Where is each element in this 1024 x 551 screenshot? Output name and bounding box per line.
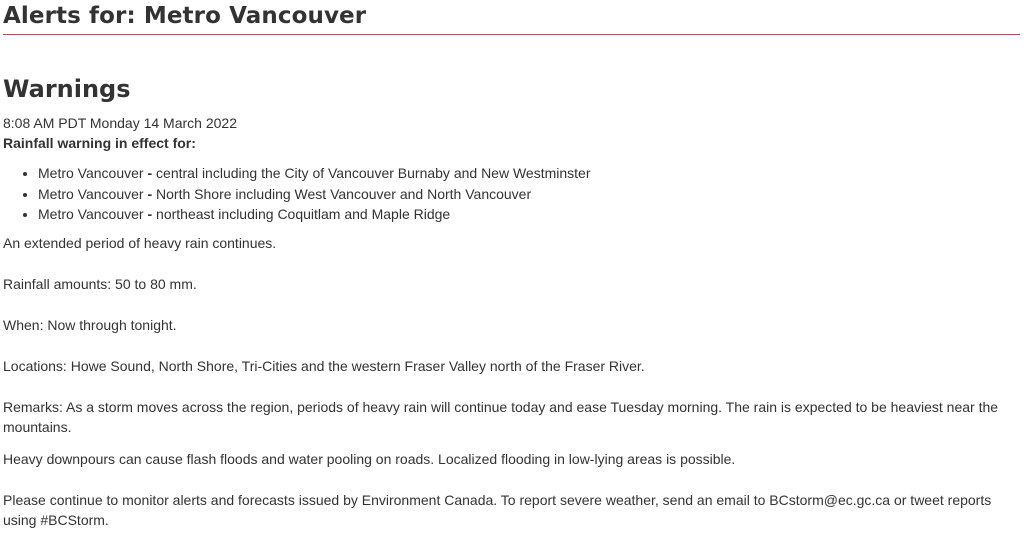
affected-regions-list (3, 163, 1020, 225)
summary-paragraph: An extended period of heavy rain continues. (3, 234, 277, 251)
title-divider (3, 34, 1020, 35)
issued-timestamp: 8:08 AM PDT Monday 14 March 2022 (3, 115, 237, 131)
warning-intro: Rainfall warning in effect for: (3, 135, 196, 151)
region-separator: - (143, 206, 157, 222)
region-separator: - (143, 165, 157, 181)
region-name: Metro Vancouver (38, 185, 144, 202)
section-heading-warnings: Warnings (3, 75, 131, 103)
rainfall-amounts-paragraph: Rainfall amounts: 50 to 80 mm. (3, 275, 197, 292)
reporting-paragraph: Please continue to monitor alerts and forecasts issued by Environment Canada. To report severe weather, send an email to BCstorm@ec.gc.ca or tweet reports using #BCStorm. (3, 491, 992, 528)
timing-paragraph: When: Now through tonight. (3, 316, 177, 333)
locations-paragraph: Locations: Howe Sound, North Shore, Tri-Cities and the western Fraser Valley north of the Fraser River. (3, 357, 645, 374)
list-item (38, 163, 1020, 184)
region-name: Metro Vancouver (38, 165, 144, 181)
alerts-page (3, 0, 1020, 528)
warning-content (3, 113, 1020, 551)
remarks-paragraph: Remarks: As a storm moves across the region, periods of heavy rain will continue today and ease Tuesday morning. The rain is expected to be heaviest near the mountains. (3, 398, 999, 435)
region-detail: North Shore including West Vancouver and North Vancouver (156, 185, 532, 202)
list-item (38, 204, 1020, 225)
region-separator: - (143, 185, 157, 202)
region-detail: central including the City of Vancouver Burnaby and New Westminster (156, 165, 591, 181)
page-title: Alerts for: Metro Vancouver (3, 3, 367, 29)
list-item (38, 184, 1020, 205)
region-detail: northeast including Coquitlam and Maple Ridge (156, 206, 451, 222)
region-name: Metro Vancouver (38, 206, 144, 222)
hazard-paragraph: Heavy downpours can cause flash floods and water pooling on roads. Localized flooding in low-lying areas is possible. (3, 450, 736, 467)
